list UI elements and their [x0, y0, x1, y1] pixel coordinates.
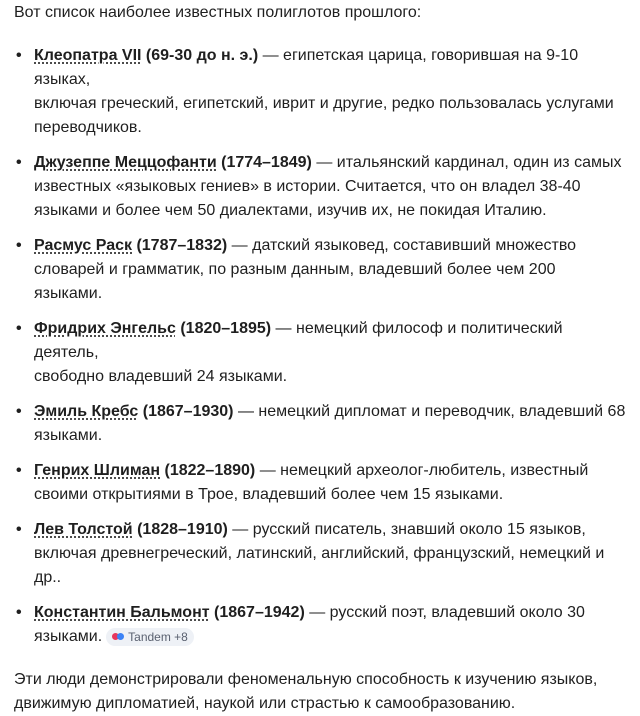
polyglot-name-link[interactable]: Эмиль Кребс [34, 403, 139, 420]
sources-badge[interactable] [106, 628, 194, 646]
description-line: — немецкий философ и политический деятель, [34, 320, 563, 361]
bullet-icon: • [16, 237, 22, 254]
list-item [14, 459, 626, 507]
polyglot-name-link[interactable]: Генрих Шлиман [34, 462, 161, 479]
bullet-icon: • [16, 320, 22, 337]
polyglot-dates: (1820–1895) [180, 320, 272, 337]
source-logo-icon [112, 633, 124, 640]
outro-line-1: Эти люди демонстрировали феноменальную способность к изучению языков, [14, 671, 598, 688]
description-line: языками. [34, 628, 103, 645]
description-line: языками. [34, 427, 103, 444]
list-item [14, 601, 626, 649]
polyglot-dates: (1867–1942) [214, 604, 305, 621]
polyglot-dates: (1774–1849) [221, 154, 312, 171]
polyglot-dates: (1787–1832) [136, 237, 228, 254]
description-line: словарей и грамматик, по разным данным, владевший более чем 200 языками. [34, 261, 556, 302]
polyglot-dates: (1828–1910) [137, 521, 228, 538]
description-line: включая греческий, египетский, иврит и другие, редко пользовалась услугами [34, 95, 614, 112]
description-line: включая древнегреческий, латинский, английский, французский, немецкий и др.. [34, 545, 605, 586]
polyglot-name-link[interactable]: Лев Толстой [34, 521, 133, 538]
bullet-icon: • [16, 47, 22, 64]
polyglot-dates: (69-30 до н. э.) [145, 47, 259, 64]
description-line: свободно владевший 24 языками. [34, 368, 288, 385]
list-item [14, 400, 626, 448]
description-line: своими открытиями в Трое, владевший более чем 15 языками. [34, 486, 504, 503]
list-item [14, 317, 626, 389]
outro-line-2: движимую дипломатией, наукой или страстью к самообразованию. [14, 695, 516, 712]
polyglot-name-link[interactable]: Джузеппе Меццофанти [34, 154, 217, 171]
polyglot-dates: (1822–1890) [164, 462, 256, 479]
description-line: известных «языковых гениев» в истории. Считается, что он владел 38-40 [34, 178, 581, 195]
description-line: — египетская царица, говорившая на 9-10 языках, [34, 47, 579, 88]
description-line: — немецкий дипломат и переводчик, владевший 68 [237, 403, 626, 420]
list-item [14, 151, 626, 223]
description-line: — итальянский кардинал, один из самых [316, 154, 622, 171]
list-item [14, 234, 626, 306]
list-item [14, 518, 626, 590]
polyglot-name-link[interactable]: Фридрих Энгельс [34, 320, 176, 337]
polyglot-list [14, 44, 626, 649]
description-line: — немецкий археолог-любитель, известный [259, 462, 589, 479]
description-line: — русский писатель, знавший около 15 языков, [232, 521, 586, 538]
list-item [14, 44, 626, 140]
bullet-icon: • [16, 403, 22, 420]
outro-text [14, 668, 626, 716]
polyglot-name-link[interactable]: Расмус Раск [34, 237, 132, 254]
description-line: языками и более чем 50 диалектами, изучив их, не покидая Италию. [34, 202, 547, 219]
bullet-icon: • [16, 154, 22, 171]
bullet-icon: • [16, 521, 22, 538]
polyglot-dates: (1867–1930) [142, 403, 234, 420]
description-line: — русский поэт, владевший около 30 [309, 604, 585, 621]
description-line: переводчиков. [34, 119, 142, 136]
bullet-icon: • [16, 462, 22, 479]
bullet-icon: • [16, 604, 22, 621]
polyglot-name-link[interactable]: Клеопатра VII [34, 47, 142, 64]
description-line: — датский языковед, составивший множество [231, 237, 577, 254]
polyglot-name-link[interactable]: Константин Бальмонт [34, 604, 210, 621]
sources-badge-label: Tandem +8 [128, 629, 188, 644]
intro-text: Вот список наиболее известных полиглотов прошлого: [14, 4, 422, 21]
